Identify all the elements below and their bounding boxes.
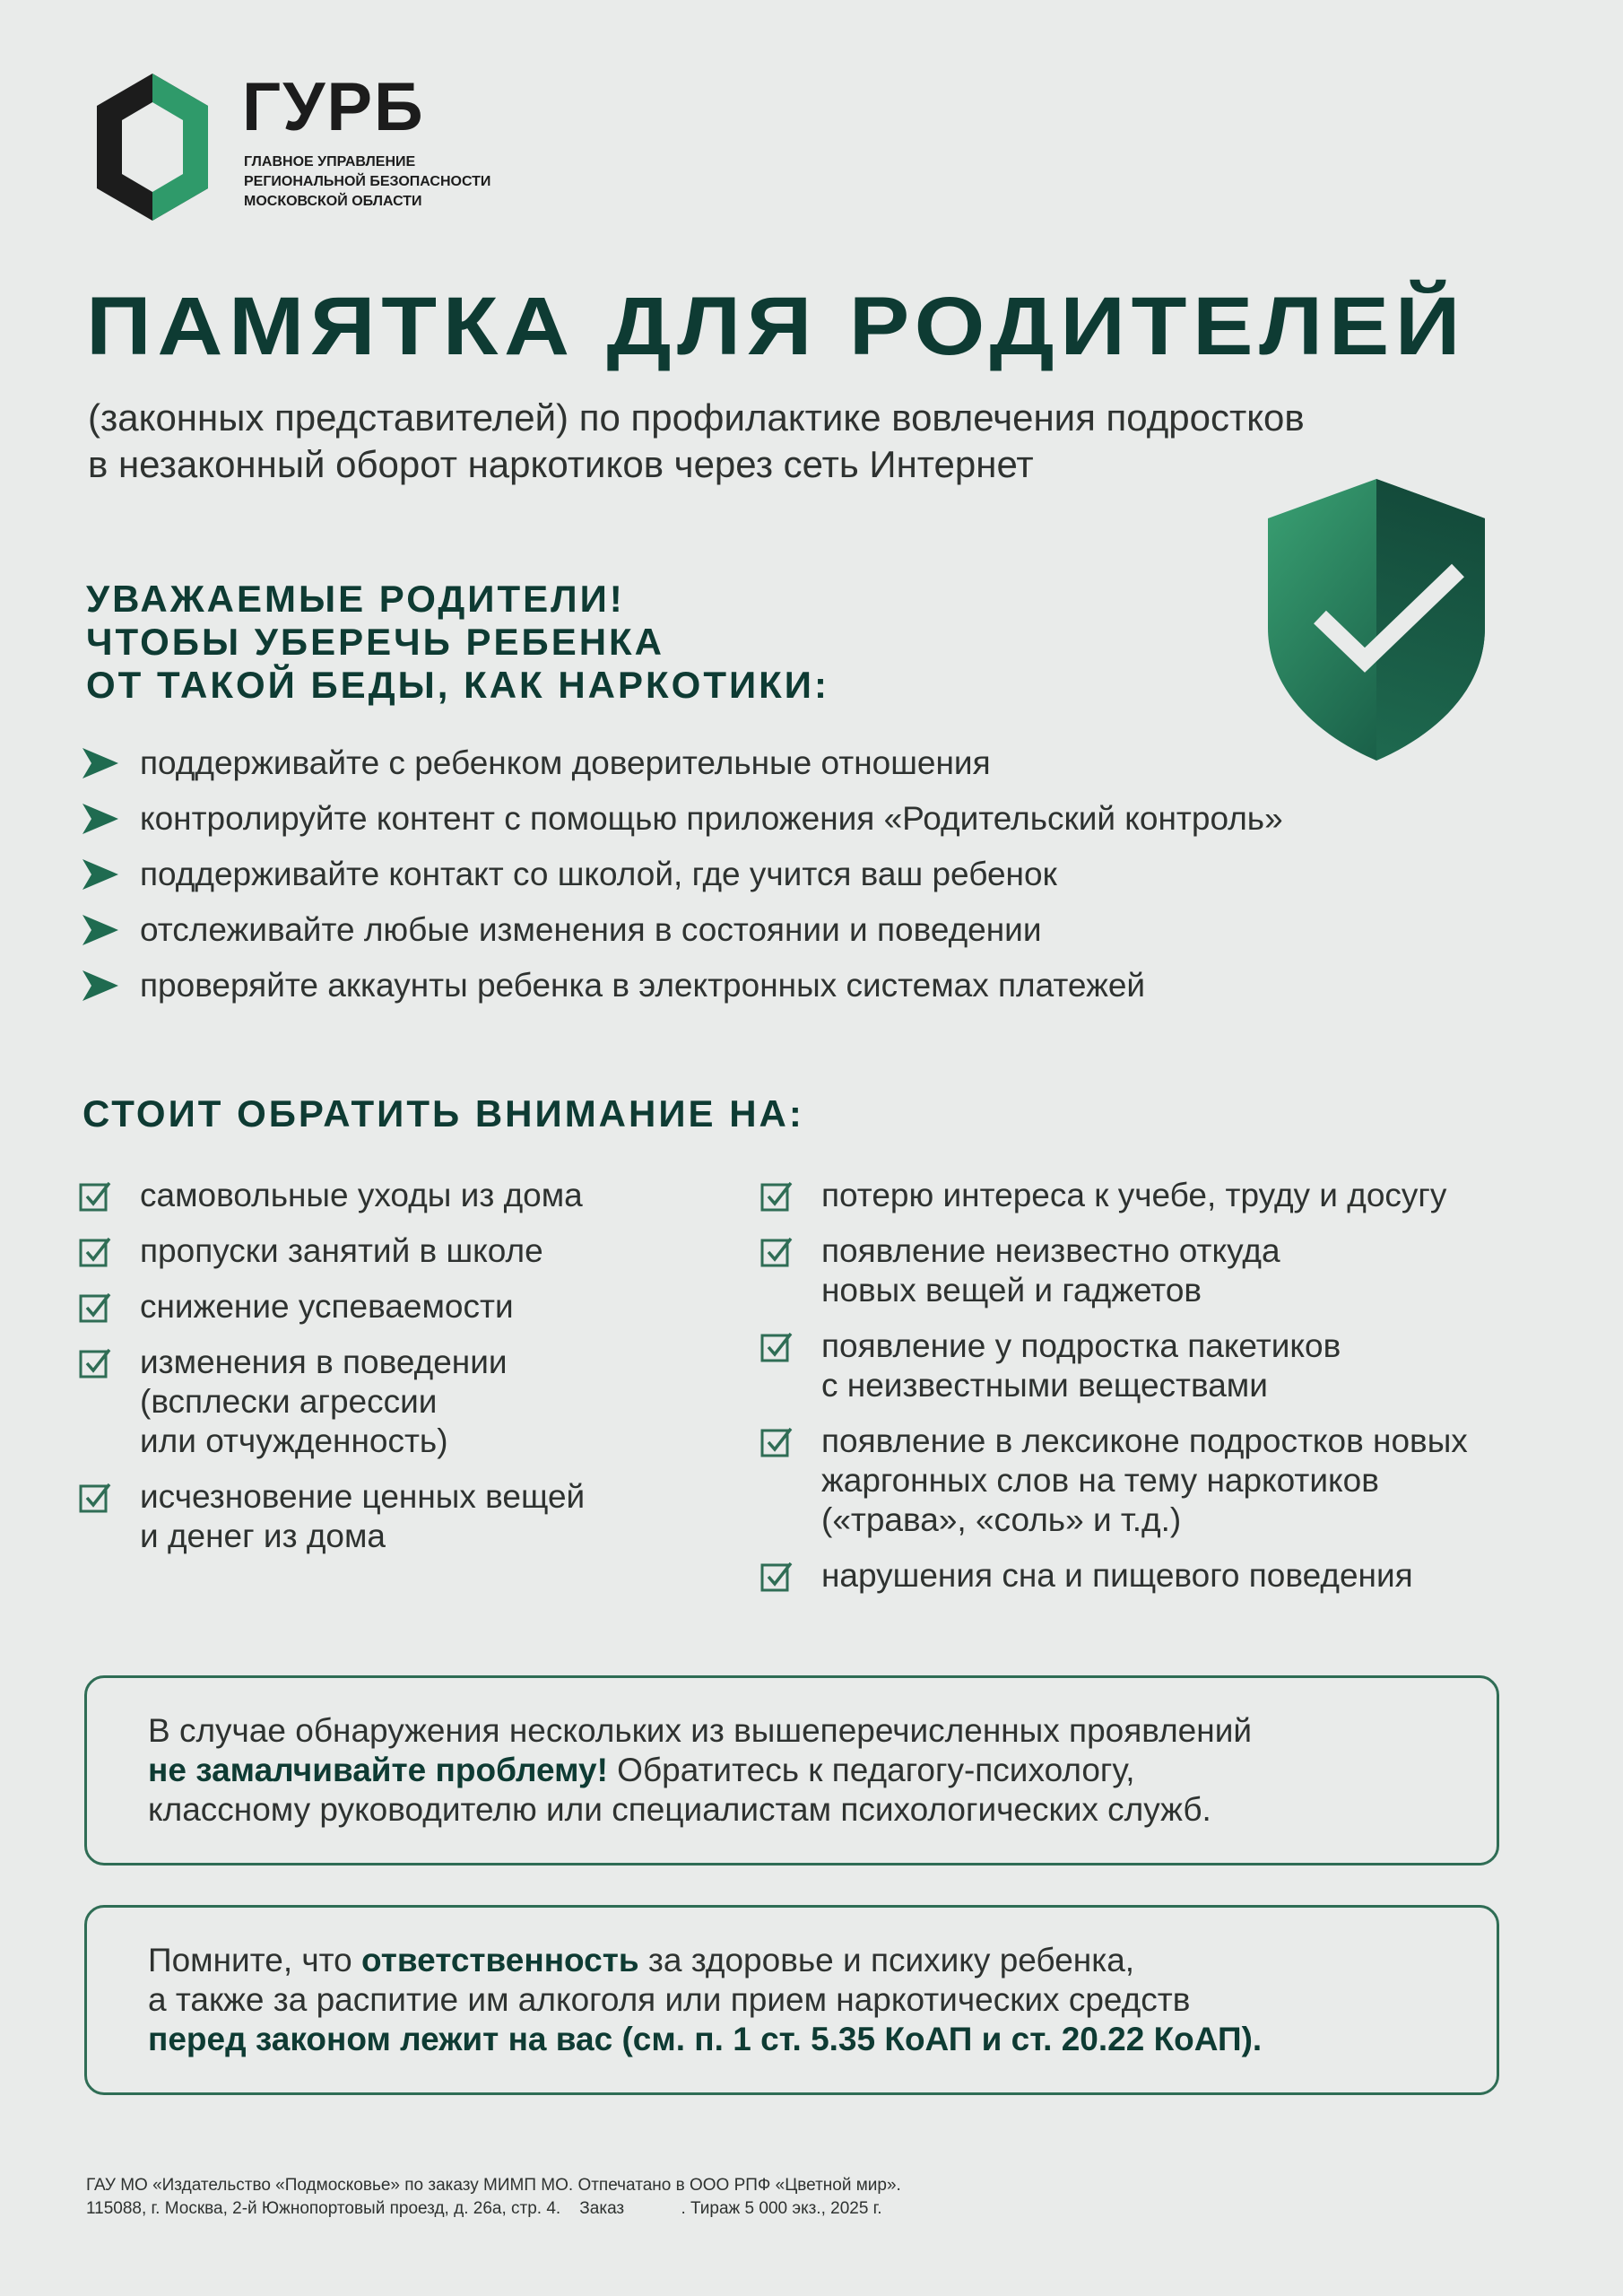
arrow-right-icon (82, 804, 118, 834)
logo-name: ГУРБ (242, 69, 425, 145)
checkbox-check-icon (760, 1179, 794, 1213)
list-item: пропуски занятий в школе (79, 1231, 707, 1271)
page-subtitle: (законных представителей) по профилактике вовлечения подростков в незаконный оборот наркотиков через сеть Интернет (88, 396, 1305, 485)
list-item: контролируйте контент с помощью приложения «Родительский контроль» (82, 791, 1283, 847)
checkbox-check-icon (79, 1235, 113, 1269)
attention-list-left (79, 1176, 707, 1572)
page-title: ПАМЯТКА ДЛЯ РОДИТЕЛЕЙ (86, 281, 1467, 372)
list-item: потерю интереса к учебе, труду и досугу (760, 1176, 1567, 1215)
arrow-right-icon (82, 748, 118, 778)
list-item: изменения в поведении (всплески агрессии или отчужденность) (79, 1343, 707, 1461)
arrow-right-icon (82, 859, 118, 890)
checkbox-check-icon (760, 1235, 794, 1269)
list-item: поддерживайте контакт со школой, где учится ваш ребенок (82, 847, 1283, 902)
list-item: проверяйте аккаунты ребенка в электронных системах платежей (82, 958, 1283, 1013)
dear-parents-heading: УВАЖАЕМЫЕ РОДИТЕЛИ! ЧТОБЫ УБЕРЕЧЬ РЕБЕНКА ОТ ТАКОЙ БЕДЫ, КАК НАРКОТИКИ: (86, 578, 829, 706)
imprint-footer: ГАУ МО «Издательство «Подмосковье» по заказу МИМП МО. Отпечатано в ООО РПФ «Цветной мир». 115088, г. Москва, 2-й Южнопортовый проезд, д. 26а, стр. 4. Заказ . Тираж 5 000 экз., 2025 г. (86, 2176, 901, 2218)
list-item: самовольные уходы из дома (79, 1176, 707, 1215)
gurb-logo-icon (93, 70, 212, 224)
arrow-right-icon (82, 915, 118, 945)
checkbox-check-icon (760, 1560, 794, 1594)
checkbox-check-icon (79, 1179, 113, 1213)
list-item: поддерживайте с ребенком доверительные отношения (82, 735, 1283, 791)
list-item: снижение успеваемости (79, 1287, 707, 1326)
checkbox-check-icon (79, 1481, 113, 1515)
tips-list (82, 735, 1283, 1013)
logo-subtitle: ГЛАВНОЕ УПРАВЛЕНИЕ РЕГИОНАЛЬНОЙ БЕЗОПАСНОСТИ МОСКОВСКОЙ ОБЛАСТИ (244, 154, 491, 209)
checkbox-check-icon (79, 1291, 113, 1325)
list-item: появление в лексиконе подростков новых жаргонных слов на тему наркотиков («трава», «соль» и т.д.) (760, 1422, 1567, 1540)
list-item: отслеживайте любые изменения в состоянии и поведении (82, 902, 1283, 958)
attention-heading: СТОИТ ОБРАТИТЬ ВНИМАНИЕ НА: (82, 1092, 804, 1135)
checkbox-check-icon (760, 1330, 794, 1364)
checkbox-check-icon (79, 1346, 113, 1380)
attention-list-right (760, 1176, 1567, 1612)
checkbox-check-icon (760, 1425, 794, 1459)
list-item: нарушения сна и пищевого поведения (760, 1556, 1567, 1596)
advice-box: В случае обнаружения нескольких из вышеперечисленных проявлений не замалчивайте проблему! Обратитесь к педагогу-психологу, классному руководителю или специалистам психологических служб. (84, 1675, 1499, 1866)
shield-check-icon (1264, 475, 1488, 764)
list-item: появление у подростка пакетиков с неизвестными веществами (760, 1326, 1567, 1405)
list-item: появление неизвестно откуда новых вещей и гаджетов (760, 1231, 1567, 1310)
list-item: исчезновение ценных вещей и денег из дома (79, 1477, 707, 1556)
arrow-right-icon (82, 970, 118, 1001)
responsibility-box: Помните, что ответственность за здоровье и психику ребенка, а также за распитие им алкоголя или прием наркотических средств перед законом лежит на вас (см. п. 1 ст. 5.35 КоАП и ст. 20.22 КоАП). (84, 1905, 1499, 2095)
